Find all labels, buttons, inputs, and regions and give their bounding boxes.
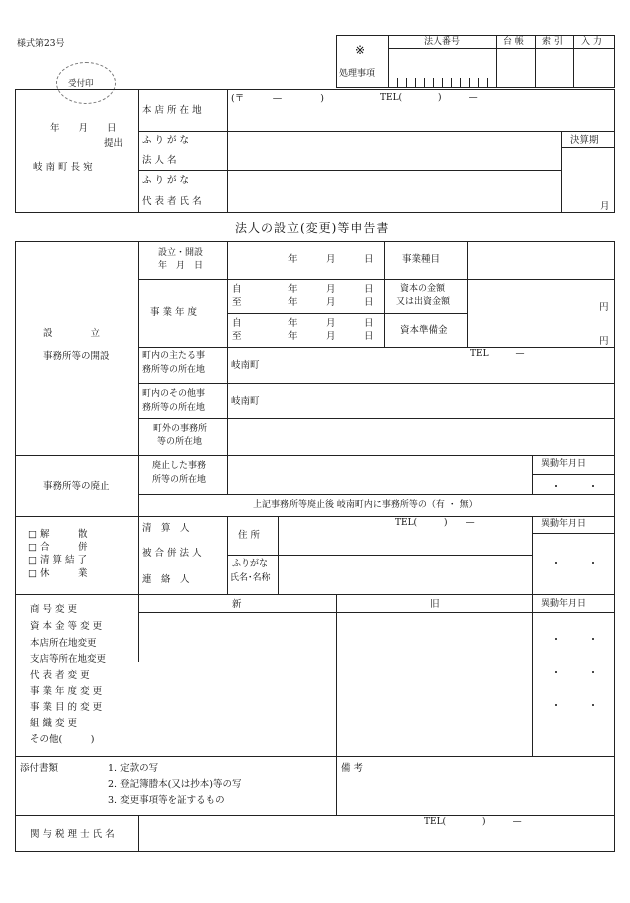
merged-corp-label: 被 合 併 法 人 xyxy=(142,548,202,559)
dissolve-item-3[interactable]: □ 清 算 結 了 xyxy=(28,555,88,566)
main-office-tel[interactable]: TEL — xyxy=(470,349,525,359)
dissolve-item-4[interactable]: □ 休 業 xyxy=(28,568,88,579)
abolish-label: 事務所等の廃止 xyxy=(43,481,110,492)
est-date-label-2: 年 月 日 xyxy=(158,261,204,271)
closed-office-label-2: 所等の所在地 xyxy=(152,475,207,485)
capital-label-2: 又は出資金額 xyxy=(396,297,451,307)
capital-yen: 円 xyxy=(599,302,609,313)
dissolve-change-date-label: 異動年月日 xyxy=(541,519,587,529)
fiscal-month-unit: 月 xyxy=(600,201,610,212)
est-date-field[interactable]: 年 月 日 xyxy=(288,254,374,265)
tax-accountant-tel[interactable]: TEL( ) — xyxy=(424,817,522,827)
capital-label-1: 資本の金額 xyxy=(400,284,446,294)
fiscal-period-label: 決算期 xyxy=(570,135,599,146)
fy1-to: 至 xyxy=(232,297,242,308)
change-item-5[interactable]: 代 表 者 変 更 xyxy=(30,670,90,681)
index-label: 索 引 xyxy=(542,37,563,47)
change-item-6[interactable]: 事 業 年 度 変 更 xyxy=(30,686,103,697)
outside-office-label-1: 町外の事務所 xyxy=(153,424,208,434)
main-office-town[interactable]: 岐南町 xyxy=(231,360,260,371)
attachment-item-1: 1. 定款の写 xyxy=(108,763,159,774)
abolish-note: 上記事務所等廃止後 岐南町内に事務所等の（有 ・ 無） xyxy=(253,500,478,510)
abolish-change-date-label: 異動年月日 xyxy=(541,459,587,469)
form-number: 様式第23号 xyxy=(17,39,65,49)
input-label: 入 力 xyxy=(581,37,602,47)
fy1-to-date[interactable]: 年 月 日 xyxy=(288,297,374,308)
attachments-label: 添付書類 xyxy=(20,763,59,774)
change-item-1[interactable]: 商 号 変 更 xyxy=(30,604,78,615)
name-label-1: ふりがな xyxy=(232,559,269,569)
outside-office-label-2: 等の所在地 xyxy=(157,437,203,447)
applicant-block xyxy=(15,89,615,213)
furigana-label-1: ふ り が な xyxy=(142,135,190,146)
liquidator-label: 清 算 人 xyxy=(142,523,190,534)
corp-number-label: 法人番号 xyxy=(424,37,461,47)
fy1-from: 自 xyxy=(232,284,242,295)
hq-address-label: 本 店 所 在 地 xyxy=(142,105,202,116)
attachment-item-2: 2. 登記簿謄本(又は抄本)等の写 xyxy=(108,779,242,790)
processing-label: 処理事項 xyxy=(339,69,376,79)
fy2-from: 自 xyxy=(232,318,242,329)
fy2-to-date[interactable]: 年 月 日 xyxy=(288,331,374,342)
changes-change-date-label: 異動年月日 xyxy=(541,599,587,609)
furigana-label-2: ふ り が な xyxy=(142,175,190,186)
change-item-2[interactable]: 資 本 金 等 変 更 xyxy=(30,621,103,632)
postal-code-field[interactable]: (〒 — ) xyxy=(231,93,324,104)
dissolve-item-2[interactable]: □ 合 併 xyxy=(28,542,88,553)
setup-label: 設 立 xyxy=(43,328,101,339)
fy2-to: 至 xyxy=(232,331,242,342)
other-office-label-1: 町内のその他事 xyxy=(142,389,206,399)
representative-name-label: 代 表 者 氏 名 xyxy=(142,196,202,207)
dissolve-tel[interactable]: TEL( ) — xyxy=(395,518,475,528)
hq-tel-field[interactable]: TEL( ) — xyxy=(380,93,478,103)
change-item-8[interactable]: 組 織 変 更 xyxy=(30,718,78,729)
stamp-label: 受付印 xyxy=(68,79,94,89)
main-office-label-2: 務所等の所在地 xyxy=(142,365,206,375)
main-office-label-1: 町内の主たる事 xyxy=(142,351,206,361)
reserve-yen: 円 xyxy=(599,336,609,347)
submit-date: 年 月 日 xyxy=(50,123,117,134)
address-label: 住 所 xyxy=(238,530,261,541)
attachment-item-3: 3. 変更事項等を証するもの xyxy=(108,795,225,806)
mark-symbol: ※ xyxy=(355,43,366,57)
addressee: 岐 南 町 長 宛 xyxy=(33,162,93,173)
dissolve-item-1[interactable]: □ 解 散 xyxy=(28,529,88,540)
change-item-7[interactable]: 事 業 目 的 変 更 xyxy=(30,702,103,713)
contact-label: 連 絡 人 xyxy=(142,574,190,585)
change-item-9[interactable]: その他( ) xyxy=(30,734,95,745)
change-item-4[interactable]: 支店等所在地変更 xyxy=(30,654,107,665)
change-item-3[interactable]: 本店所在地変更 xyxy=(30,638,97,649)
fy1-from-date[interactable]: 年 月 日 xyxy=(288,284,374,295)
old-column-label: 旧 xyxy=(430,599,440,610)
est-date-label-1: 設立・開設 xyxy=(158,248,204,258)
corp-name-label: 法 人 名 xyxy=(142,155,177,166)
tax-accountant-label: 関 与 税 理 士 氏 名 xyxy=(30,829,115,840)
ledger-label: 台 帳 xyxy=(503,37,524,47)
reserve-label: 資本準備金 xyxy=(400,325,448,336)
other-office-label-2: 務所等の所在地 xyxy=(142,403,206,413)
new-column-label: 新 xyxy=(232,599,242,610)
other-office-town[interactable]: 岐南町 xyxy=(231,396,260,407)
submitted-label: 提出 xyxy=(104,138,124,149)
office-open-label: 事務所等の開設 xyxy=(43,351,110,362)
closed-office-label-1: 廃止した事務 xyxy=(152,461,207,471)
fy2-from-date[interactable]: 年 月 日 xyxy=(288,318,374,329)
form-title: 法人の設立(変更)等申告書 xyxy=(235,221,390,235)
business-type-label: 事業種目 xyxy=(402,254,441,265)
fiscal-year-label: 事 業 年 度 xyxy=(150,307,198,318)
remarks-label: 備 考 xyxy=(341,763,364,774)
name-label-2: 氏名･名称 xyxy=(230,573,271,583)
